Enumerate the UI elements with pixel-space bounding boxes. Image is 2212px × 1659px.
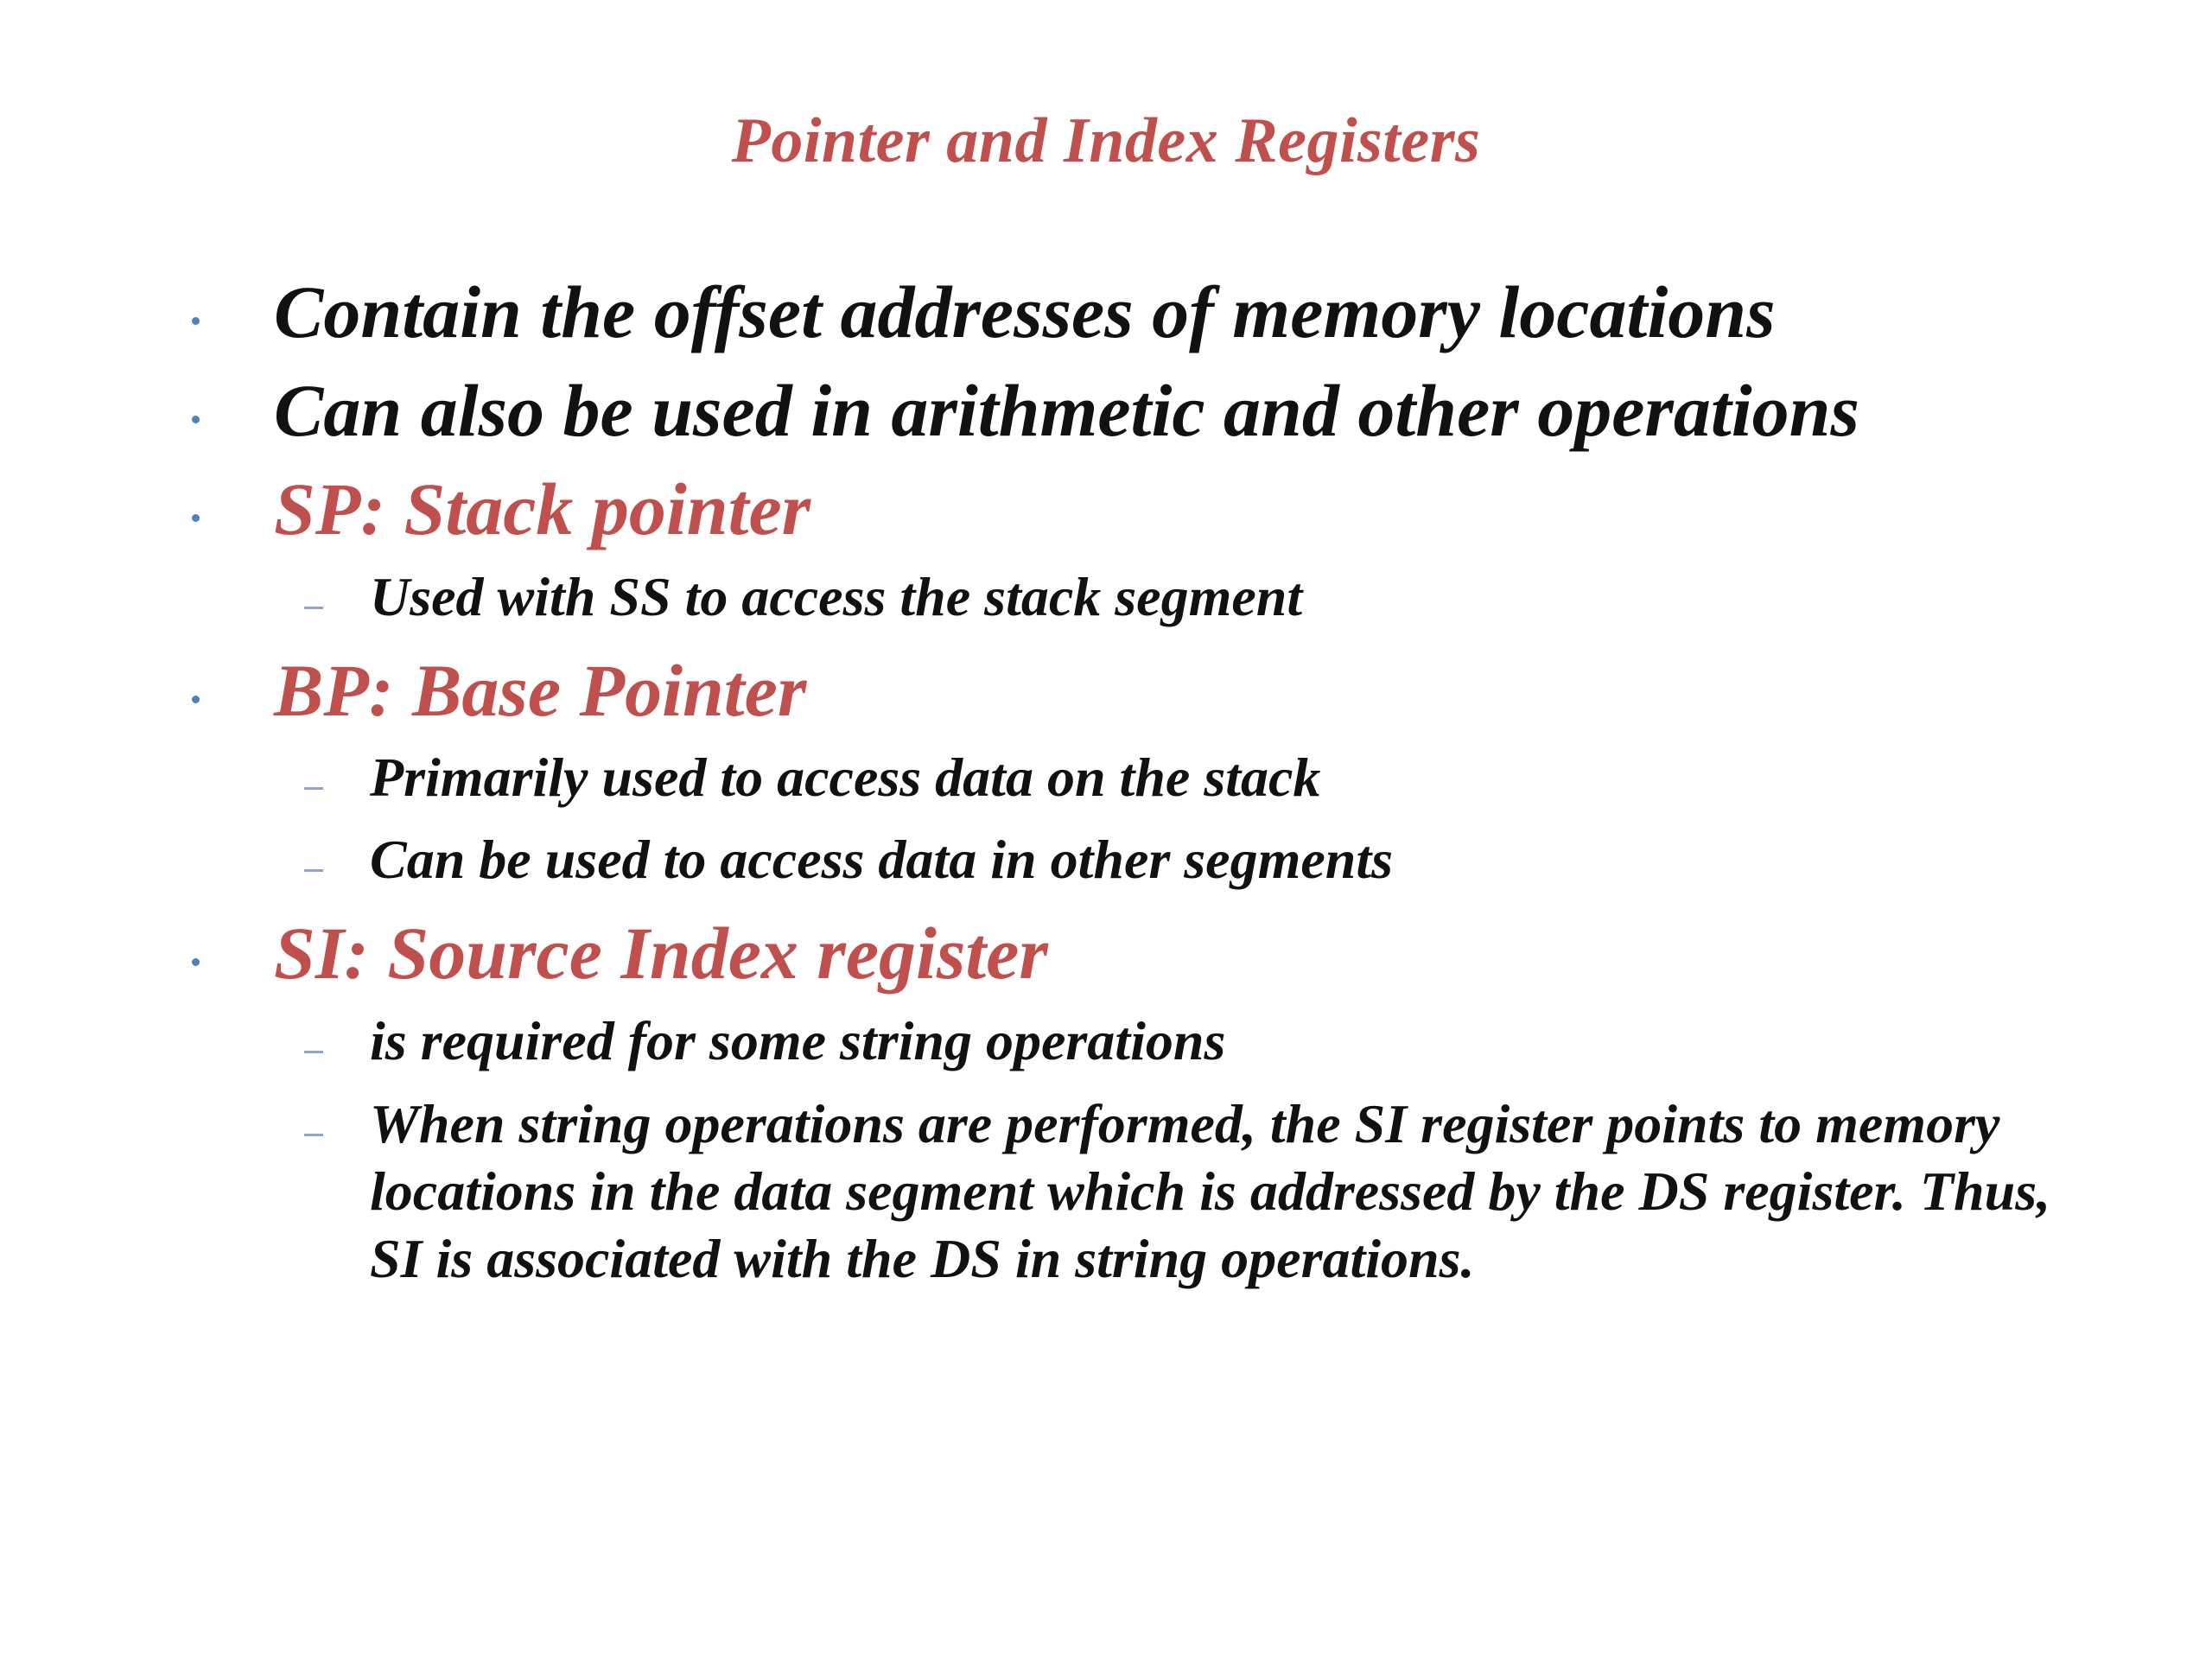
sub-item-si-required: is required for some string operations	[370, 1010, 1226, 1071]
bullet-item-base-pointer: BP: Base Pointer	[274, 649, 807, 732]
bullet-dot	[192, 958, 200, 966]
slide-title: Pointer and Index Registers	[731, 105, 1481, 176]
sub-bullet-dash	[304, 787, 323, 790]
bullet-item-offset-addresses: Contain the offset addresses of memory locations	[274, 270, 1776, 353]
sub-bullet-dash	[304, 1051, 323, 1053]
bullet-dot	[192, 416, 200, 423]
sub-bullet-dash	[304, 869, 323, 872]
sub-bullet-dash	[304, 607, 323, 609]
sub-bullet-dash	[304, 1134, 323, 1136]
bullet-item-source-index: SI: Source Index register	[274, 912, 1048, 995]
bullet-dot	[192, 696, 200, 703]
bullet-item-arithmetic: Can also be used in arithmetic and other operations	[274, 369, 1859, 452]
bullet-dot	[192, 514, 200, 522]
sub-item-si-description: When string operations are performed, the SI register points to memory locations in the data segment which is addressed by the DS register. Thus, SI is associated with the DS in string operations.	[370, 1093, 2051, 1289]
sub-item-bp-segments: Can be used to access data in other segments	[370, 829, 1394, 890]
bullet-dot	[192, 317, 200, 325]
bullet-item-stack-pointer: SP: Stack pointer	[274, 467, 811, 550]
sub-item-bp-stack: Primarily used to access data on the stack	[370, 747, 1321, 808]
sub-item-sp-usage: Used with SS to access the stack segment	[370, 566, 1303, 627]
